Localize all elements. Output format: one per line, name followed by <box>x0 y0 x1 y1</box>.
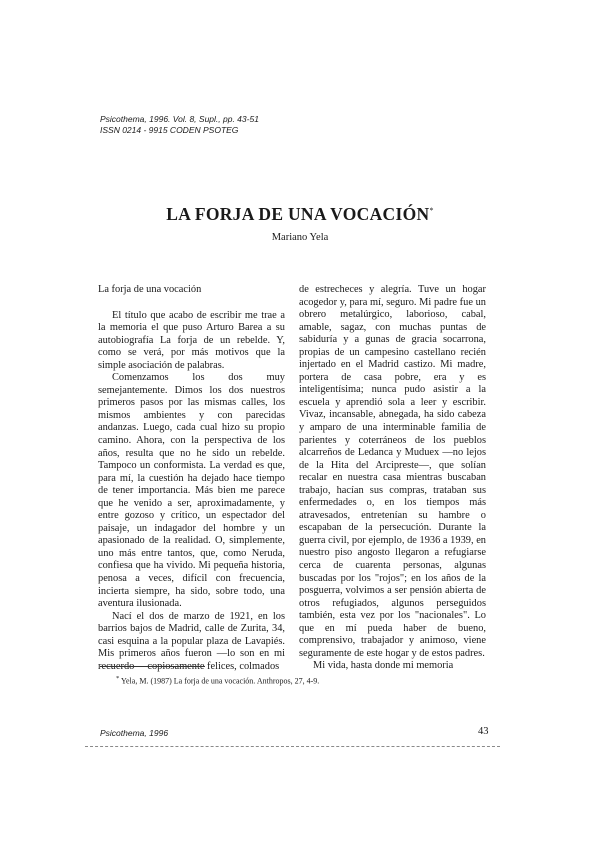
paragraph: El título que acabo de escribir me trae a la memoria el que puso Arturo Barea a su autobiografía La forja de un rebelde. Y, como se verá, por más motivos que la simple asociación de palabras. <box>98 309 285 371</box>
footnote-text: Yela, M. (1987) La forja de una vocación. Anthropos, 27, 4-9. <box>121 676 320 686</box>
article-author: Mariano Yela <box>271 232 329 243</box>
footer-journal: Psicothema, 1996 <box>100 728 169 738</box>
text-column-left <box>98 284 285 673</box>
footnote <box>116 675 319 686</box>
scan-artifact-line <box>85 746 500 747</box>
page-number: 43 <box>478 726 489 737</box>
paragraph: Comenzamos los dos muy semejantemente. Dimos los dos nuestros primeros pasos por las mismas calles, los mismos ambientes y con parecidas andanzas. Luego, cada cual hizo su propio camino. Ahora, con la perspectiva de los años, resulta que no he sido un rebelde. Tampoco un conformista. La verdad es que, para mí, la cuestión ha dejado hace tiempo de tener importancia. Más bien me parece que he venido a ser, aproximadamente, y entre gozoso y crítico, un espectador del paisaje, un indagador del hombre y un apasionado de la realidad. O, simplemente, uno más entre tantos, que, como Neruda, confiesa que ha vivido. Mi pequeña historia, penosa a veces, difícil con frecuencia, incierta siempre, ha sido, sobre todo, una aventura ilusionada. <box>98 372 285 610</box>
paragraph: Nací el dos de marzo de 1921, en los barrios bajos de Madrid, calle de Zurita, 34, casi esquina a la popular plaza de Lavapiés. Mis primeros años fueron —lo son en mi recuerdo— copiosamente felices, colmados <box>98 610 285 672</box>
title-footnote-mark: * <box>429 206 434 216</box>
text-column-right <box>299 284 486 673</box>
article-title-text: LA FORJA DE UNA VOCACIÓN <box>166 204 430 224</box>
section-heading: La forja de una vocación <box>98 284 202 295</box>
footnote-mark: * <box>116 675 120 682</box>
paragraph: Mi vida, hasta donde mi memoria <box>313 660 454 672</box>
paragraph: de estrecheces y alegría. Tuve un hogar acogedor y, para mí, seguro. Mi padre fue un obrero metalúrgico, laborioso, cabal, amable, sagaz, con muchas puntas de sabiduría y a gunas de gracia socarrona, propias de un campesino castellano recién injertado en el Madrid castizo. Mi madre, portera de casa pobre, era y es inteligentísima; nunca pudo asistir a la escuela y aprendió sola a leer y escribir. Vivaz, incansable, abnegada, ha sido cabeza y amparo de una interminable familia de parientes y coterráneos de los pueblos alcarreños de Ledanca y Muduex —no lejos de la Hita del Arcipreste—, que solían recalar en nuestra casa mientras buscaban trabajo, hacían sus compras, trataban sus enfermedades o, en los tiempos más atravesados, entretenían su hambre o escapaban de la persecución. Durante la guerra civil, por ejemplo, de 1936 a 1939, en nuestro piso angosto llegaron a refugiarse cerca de cuarenta personas, algunas buscadas por los "rojos"; en los años de la posguerra, volvimos a ser pensión abierta de otros refugiados, algunos perseguidos también, esta vez por los "nacionales". Lo que en mí pueda haber de bueno, comprensivo, trabajador y animoso, viene seguramente de este hogar y de estos padres. <box>299 284 486 659</box>
journal-header <box>100 114 259 136</box>
article-title <box>0 204 600 225</box>
journal-issn: ISSN 0214 - 9915 CODEN PSOTEG <box>100 125 239 135</box>
journal-citation: Psicothema, 1996. Vol. 8, Supl., pp. 43-51 <box>100 114 259 124</box>
footnote-divider <box>100 666 205 667</box>
